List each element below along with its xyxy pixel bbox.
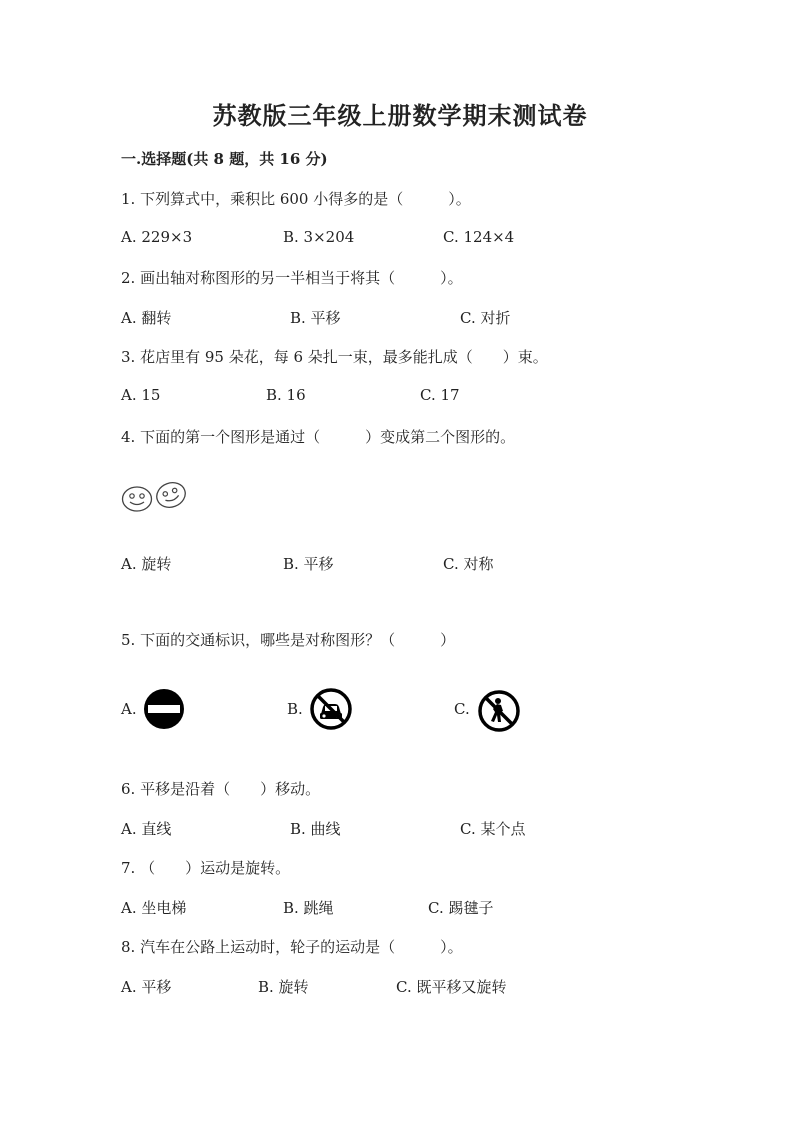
q5-option-a: A. [121,700,137,718]
q3-option-a: A. 15 [121,386,161,404]
smiley-face-icon [121,485,153,513]
question-7: 7. （ ）运动是旋转。 [121,859,291,877]
question-5: 5. 下面的交通标识，哪些是对称图形？（ ） [121,631,456,649]
q6-option-b: B. 曲线 [290,820,341,838]
page-title: 苏教版三年级上册数学期末测试卷 [212,101,588,130]
q8-option-c: C. 既平移又旋转 [396,978,507,996]
q1-option-a: A. 229×3 [121,228,193,246]
q3-option-c: C. 17 [420,386,460,404]
rotated-smiley-face-icon [155,480,187,510]
q8-option-a: A. 平移 [121,978,172,996]
q4-option-b: B. 平移 [283,555,334,573]
q3-option-b: B. 16 [266,386,306,404]
section-heading: 一.选择题(共 8 题，共 16 分) [121,150,328,168]
q7-option-c: C. 踢毽子 [428,899,494,917]
q4-option-c: C. 对称 [443,555,494,573]
q7-option-a: A. 坐电梯 [121,899,187,917]
no-entry-sign-icon [143,688,185,730]
q8-option-b: B. 旋转 [258,978,309,996]
q4-option-a: A. 旋转 [121,555,172,573]
question-1: 1. 下列算式中，乘积比 600 小得多的是（ ）。 [121,190,471,208]
q5-option-b: B. [287,700,303,718]
q1-option-b: B. 3×204 [283,228,355,246]
q1-option-c: C. 124×4 [443,228,515,246]
question-2: 2. 画出轴对称图形的另一半相当于将其（ ）。 [121,269,463,287]
q7-option-b: B. 跳绳 [283,899,334,917]
no-motor-vehicle-sign-icon [310,688,352,730]
question-3: 3. 花店里有 95 朵花，每 6 朵扎一束，最多能扎成（ ）束。 [121,348,548,366]
question-4: 4. 下面的第一个图形是通过（ ）变成第二个图形的。 [121,428,516,446]
question-6: 6. 平移是沿着（ ）移动。 [121,780,321,798]
q6-option-a: A. 直线 [121,820,172,838]
q5-option-c: C. [454,700,470,718]
q2-option-a: A. 翻转 [121,309,172,327]
q2-option-b: B. 平移 [290,309,341,327]
question-8: 8. 汽车在公路上运动时，轮子的运动是（ ）。 [121,938,463,956]
q2-option-c: C. 对折 [460,309,511,327]
no-pedestrian-sign-icon [478,690,520,732]
q6-option-c: C. 某个点 [460,820,526,838]
